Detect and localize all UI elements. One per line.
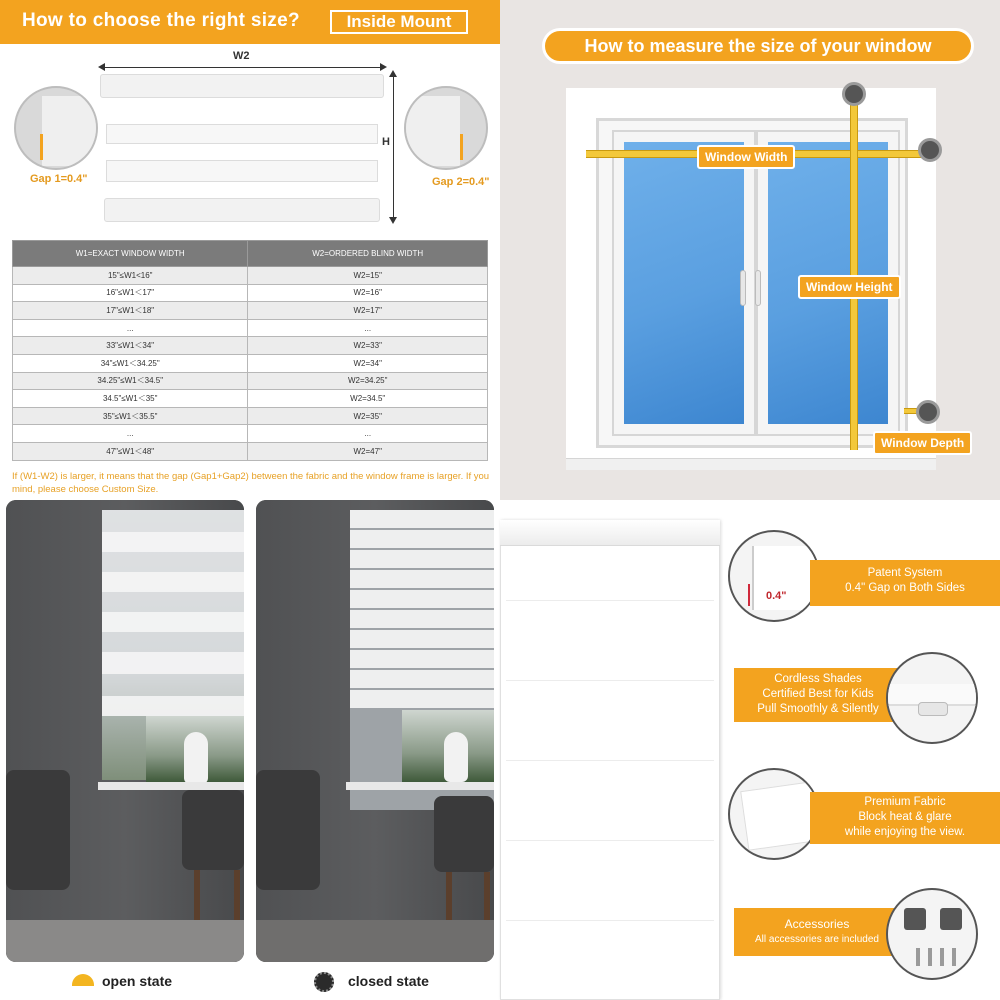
table-header-cell: W2=ORDERED BLIND WIDTH [248,241,488,267]
table-row [13,284,488,302]
bracket-icon [904,908,926,930]
patent-system-circle [728,530,820,622]
inside-mount-badge: Inside Mount [330,10,468,34]
open-state-label: open state [102,973,173,989]
table-cell: W2=15" [248,267,488,285]
table-cell: ... [248,319,488,337]
open-state-photo [6,500,244,962]
window-sill [346,782,494,790]
armchair [256,770,320,890]
table-row [13,442,488,460]
blind-stripe [506,840,714,841]
window-pane-left [614,132,754,434]
table-row [13,425,488,443]
blind-slat [350,670,494,688]
sun-icon [72,974,94,986]
table-cell: 15"≤W1<16" [13,267,248,285]
size-guide-title: How to choose the right size? [22,10,300,31]
table-row [13,319,488,337]
table-cell: ... [13,425,248,443]
table-row [13,390,488,408]
bracket-detail [42,96,98,166]
vase-decor [184,732,208,784]
feature-line: Patent System [867,567,943,579]
screw-icon [928,948,932,966]
table-cell: 33"≤W1＜34" [13,337,248,355]
moon-icon [314,972,334,992]
screw-icon [916,948,920,966]
blind-band [106,160,378,182]
blind-stripe [506,760,714,761]
feature-line: Pull Smoothly & Silently [757,703,879,715]
blind-band [106,124,378,144]
table-cell: W2=47" [248,442,488,460]
table-cell: W2=34.25" [248,372,488,390]
feature-line: Block heat & glare [858,811,952,823]
feature-line: Premium Fabric [864,796,946,808]
table-cell: W2=16" [248,284,488,302]
feature-box-accessories [734,908,900,956]
pull-handle-icon [918,702,948,716]
blind-headrail [100,74,384,98]
table-cell: 34.25"≤W1＜34.5" [13,372,248,390]
armchair [6,770,70,890]
vase-decor [444,732,468,782]
bracket-detail [404,96,460,166]
table-row [13,407,488,425]
blind-slat [350,510,494,528]
gap-marker [40,134,43,160]
table-row [13,337,488,355]
window-sill [566,458,936,470]
feature-box-fabric [810,792,1000,844]
feature-line: Certified Best for Kids [762,688,874,700]
gap1-detail-circle [14,86,98,170]
table-cell: 34"≤W1＜34.25" [13,354,248,372]
table-cell: W2=35" [248,407,488,425]
fabric-circle [728,768,820,860]
blind-cassette [500,520,720,546]
blind-slat [102,612,244,632]
blind-slat [350,610,494,628]
blind-stripe [506,600,714,601]
blind-slat [102,510,244,532]
table-row [13,267,488,285]
gap2-label: Gap 2=0.4" [432,176,490,188]
gap-callout: 0.4" [766,590,787,602]
h-arrow-up-icon [389,70,397,77]
window-width-label: Window Width [697,145,795,169]
blind-bottom-rail [104,198,380,222]
table-cell: 35"≤W1＜35.5" [13,407,248,425]
table-header-row [13,241,488,267]
blind-slat [102,552,244,572]
feature-box-cordless [734,668,902,722]
blind-slat [102,592,244,612]
feature-line: while enjoying the view. [844,826,966,838]
blind-slat [350,650,494,668]
gap1-label: Gap 1=0.4" [30,173,88,185]
size-guide-panel [0,0,500,500]
blind-slat [102,696,244,716]
gap-marker [460,134,463,160]
gap-marker [748,584,750,606]
blind-slat [102,674,244,696]
blind-slat [350,570,494,588]
floor [6,920,244,962]
blind-slat [102,532,244,552]
table-row [13,372,488,390]
table-cell: W2=17" [248,302,488,320]
size-guide-note: If (W1-W2) is larger, it means that the gap (Gap1+Gap2) between the fabric and the window frame is larger. If you mind, please choose Custom Size. [12,471,490,495]
tape-measure-icon [918,138,942,162]
feature-line: 0.4" Gap on Both Sides [845,582,965,594]
window-handle-icon [740,270,746,306]
blind-slat [102,632,244,652]
fabric-detail [740,781,820,850]
table-cell: 47"≤W1＜48" [13,442,248,460]
table-header-cell: W1=EXACT WINDOW WIDTH [13,241,248,267]
accessories-circle [886,888,978,980]
w2-label: W2 [233,50,250,62]
feature-line: All accessories are included [755,934,879,945]
feature-line: Cordless Shades [774,673,862,685]
tape-measure-icon [842,82,866,106]
closed-state-label: closed state [348,973,429,989]
blind-slat [102,572,244,592]
table-cell: 34.5"≤W1＜35" [13,390,248,408]
cordless-circle [886,652,978,744]
floor [256,920,494,962]
tape-measure-icon [916,400,940,424]
h-label: H [382,136,390,148]
blind-slat [350,550,494,568]
blind-stripe [506,920,714,921]
table-cell: ... [248,425,488,443]
table-cell: W2=34.5" [248,390,488,408]
blind-slat [350,690,494,708]
table-cell: 17"≤W1＜18" [13,302,248,320]
table-row [13,354,488,372]
w2-dimension-line [100,67,385,68]
bracket-icon [940,908,962,930]
blind-slat [102,652,244,674]
armchair [434,796,494,872]
blind-stripe [506,680,714,681]
window-height-label: Window Height [798,275,901,299]
h-dimension-line [393,74,394,222]
blind-slat [350,590,494,608]
window-depth-label: Window Depth [873,431,972,455]
armchair [182,790,244,870]
closed-state-photo [256,500,494,962]
screw-icon [952,948,956,966]
blind-slat [350,530,494,548]
table-cell: 16"≤W1＜17" [13,284,248,302]
measure-title: How to measure the size of your window [542,28,974,64]
gap2-detail-circle [404,86,488,170]
w2-arrow-right-icon [380,63,387,71]
w2-arrow-left-icon [98,63,105,71]
table-row [13,302,488,320]
screw-icon [940,948,944,966]
table-cell: ... [13,319,248,337]
measure-panel [500,0,1000,500]
table-cell: W2=33" [248,337,488,355]
feature-line: Accessories [784,917,850,931]
window-handle-icon [755,270,761,306]
table-cell: W2=34" [248,354,488,372]
feature-box-patent [810,560,1000,606]
window-sill [98,782,244,790]
size-table [12,240,488,461]
h-arrow-down-icon [389,217,397,224]
blind-slat [350,630,494,648]
